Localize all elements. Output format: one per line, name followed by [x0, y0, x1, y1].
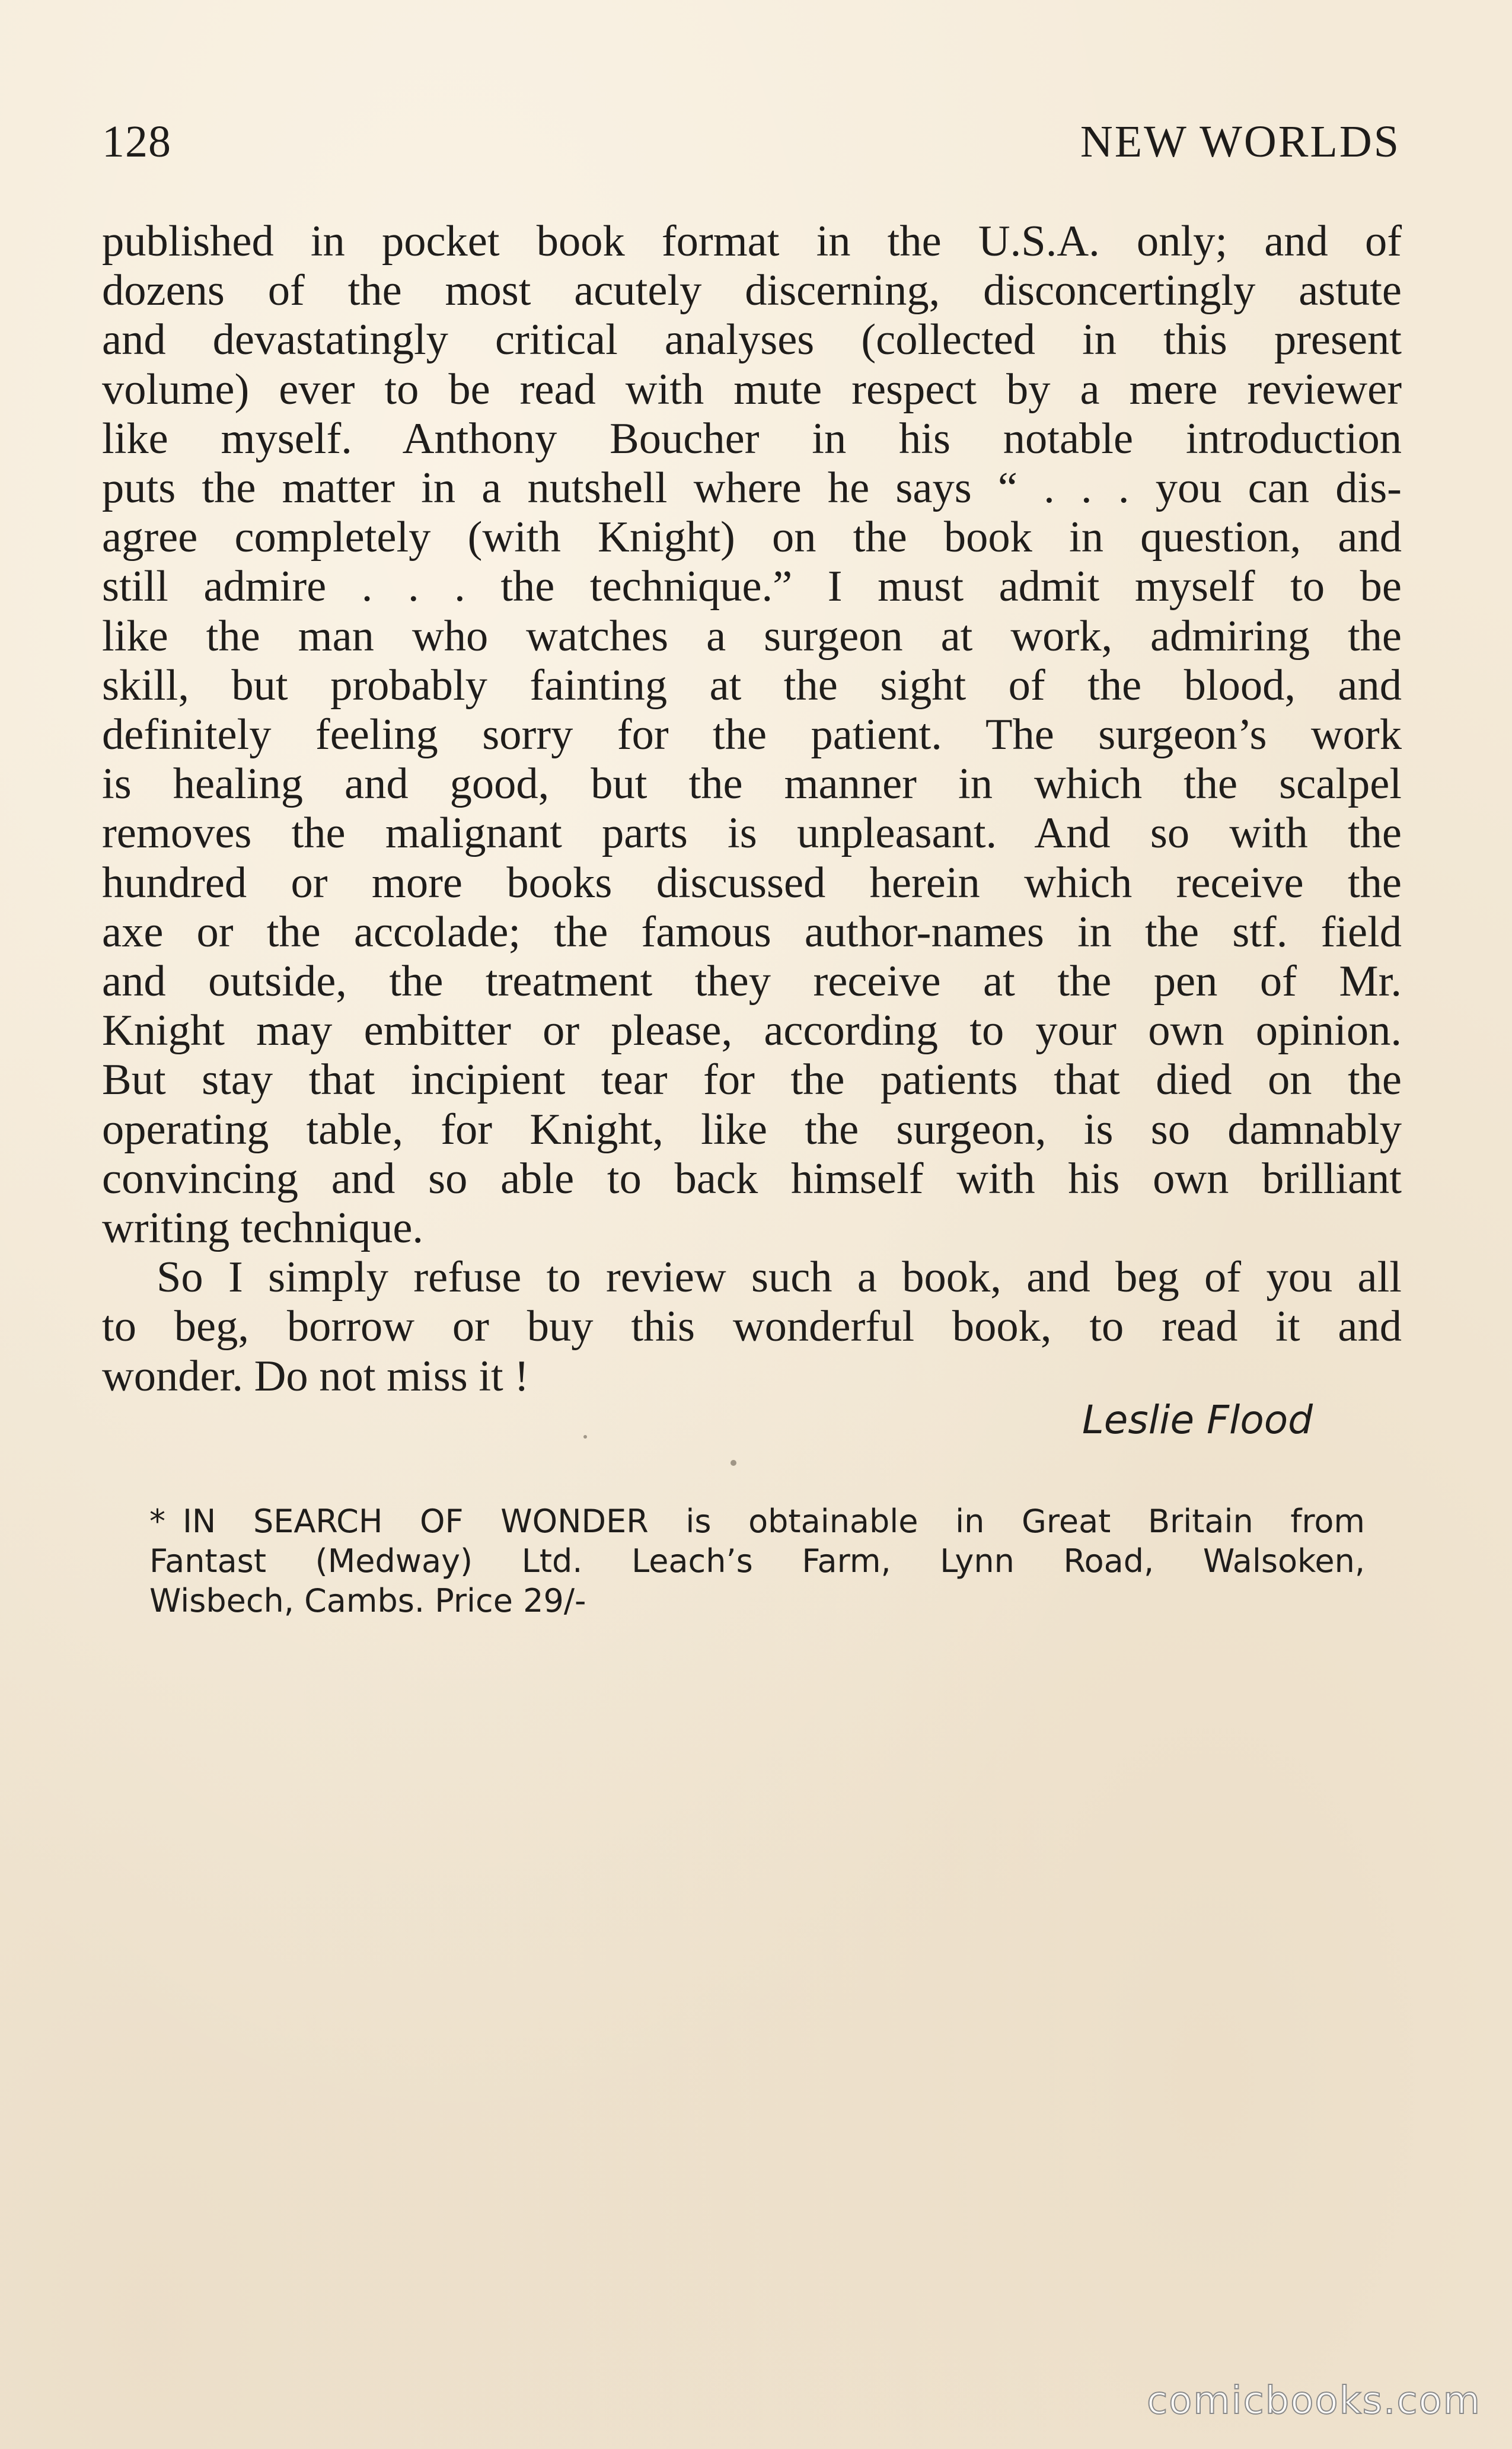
page-number: 128: [102, 117, 171, 167]
text-line: like myself. Anthony Boucher in his notable introduction: [102, 414, 1402, 463]
text-line: is healing and good, but the manner in which the scalpel: [102, 760, 1402, 809]
running-head: [102, 116, 1401, 170]
text-line: like the man who watches a surgeon at work, admiring the: [102, 611, 1402, 661]
footnote: [149, 1501, 1365, 1621]
text-line: removes the malignant parts is unpleasant. And so with the: [102, 809, 1402, 858]
paper-speck: [731, 1460, 736, 1466]
text-line: still admire . . . the technique.” I must admit myself to be: [102, 562, 1402, 611]
watermark-logo: comicbooks.com: [1146, 2379, 1481, 2423]
text-line: So I simply refuse to review such a book, and beg of you all: [157, 1253, 1402, 1302]
text-line: puts the matter in a nutshell where he says “ . . . you can dis-: [102, 464, 1402, 513]
text-line: hundred or more books discussed herein which receive the: [102, 858, 1402, 907]
text-line: skill, but probably fainting at the sight of the blood, and: [102, 661, 1402, 710]
footnote-line: Fantast (Medway) Ltd. Leach’s Farm, Lynn Road, Walsoken,: [149, 1542, 1365, 1580]
text-line: But stay that incipient tear for the patients that died on the: [102, 1056, 1402, 1105]
text-line: definitely feeling sorry for the patient. The surgeon’s work: [102, 710, 1402, 760]
text-line: and outside, the treatment they receive at the pen of Mr.: [102, 957, 1402, 1006]
text-line: axe or the accolade; the famous author-names in the stf. field: [102, 907, 1402, 956]
text-line: wonder. Do not miss it !: [102, 1351, 529, 1401]
footnote-line: [149, 1501, 1365, 1541]
text-line: to beg, borrow or buy this wonderful book, to read it and: [102, 1302, 1402, 1351]
text-line: Knight may embitter or please, according to your own opinion.: [102, 1006, 1402, 1056]
asterisk-marker: *: [149, 1503, 165, 1540]
text-line: and devastatingly critical analyses (collected in this present: [102, 315, 1402, 365]
text-line: published in pocket book format in the U.S.A. only; and of: [102, 217, 1402, 266]
review-body: [102, 217, 1402, 1401]
text-line: writing technique.: [102, 1204, 424, 1253]
footnote-line: Wisbech, Cambs. Price 29/-: [149, 1582, 586, 1619]
text-line: convincing and so able to back himself with his own brilliant: [102, 1154, 1402, 1203]
reviewer-signature: Leslie Flood: [1082, 1397, 1313, 1443]
text-line: dozens of the most acutely discerning, disconcertingly astute: [102, 266, 1402, 315]
text-line: volume) ever to be read with mute respect by a mere reviewer: [102, 365, 1402, 414]
review-paragraph-2: [102, 1253, 1402, 1401]
magazine-title: NEW WORLDS: [1080, 117, 1401, 167]
review-paragraph-1: [102, 217, 1402, 1253]
text-line: agree completely (with Knight) on the book in question, and: [102, 513, 1402, 562]
paper-speck: [583, 1435, 587, 1439]
footnote-text: IN SEARCH OF WONDER is obtainable in Great Britain from: [183, 1503, 1365, 1540]
text-line: operating table, for Knight, like the surgeon, is so damnably: [102, 1105, 1402, 1154]
